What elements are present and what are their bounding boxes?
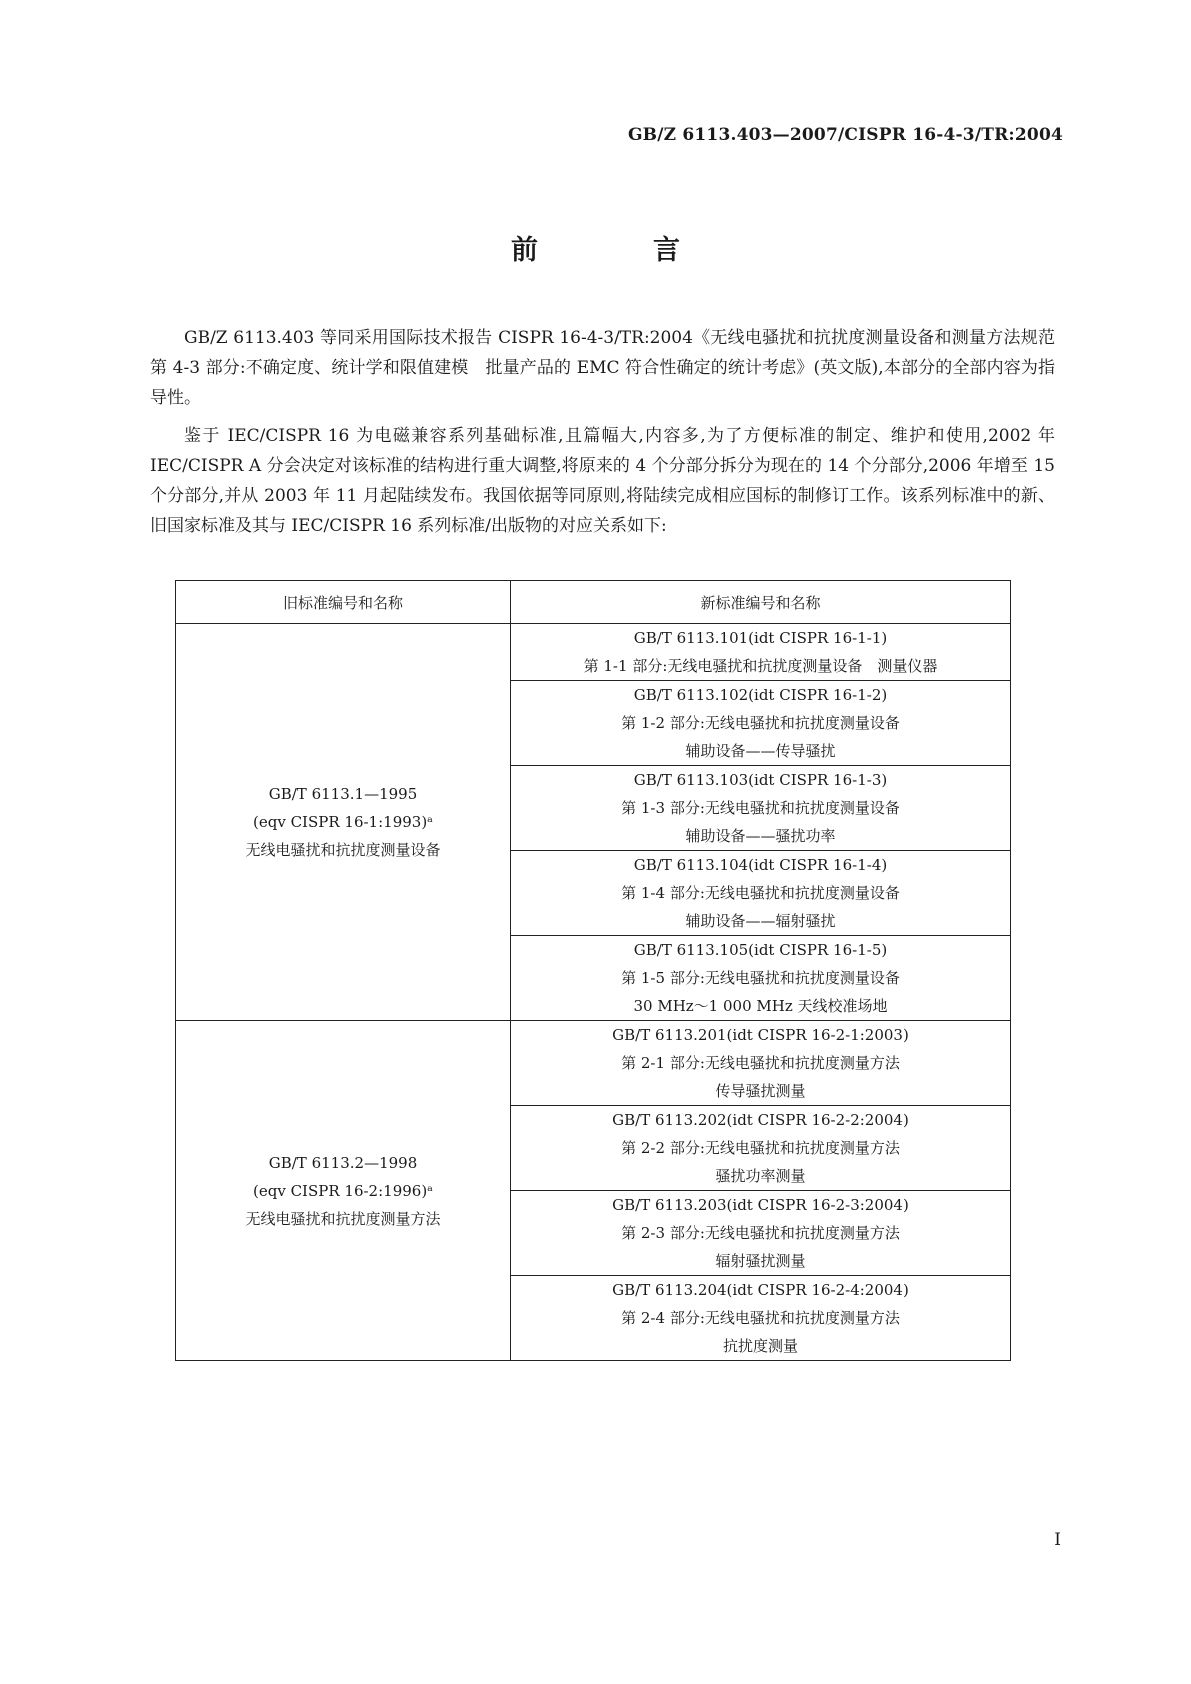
- table-header-row: [176, 581, 1011, 624]
- new-standard-number: GB/T 6113.104(idt CISPR 16-1-4): [633, 856, 888, 874]
- new-standard-cell: [511, 1191, 1011, 1276]
- new-standard-cell: [511, 1021, 1011, 1106]
- new-standard-cell: [511, 1106, 1011, 1191]
- new-standard-name: 第 1-1 部分:无线电骚扰和抗扰度测量设备 测量仪器: [583, 657, 938, 675]
- new-standard-number: GB/T 6113.101(idt CISPR 16-1-1): [633, 629, 888, 647]
- new-standard-subtitle: 辅助设备——辐射骚扰: [685, 912, 836, 930]
- new-standard-name: 第 1-4 部分:无线电骚扰和抗扰度测量设备: [621, 884, 900, 902]
- old-standard-equivalence: (eqv CISPR 16-1:1993)ᵃ: [253, 813, 433, 831]
- header-new-standard: 新标准编号和名称: [511, 581, 1011, 624]
- new-standard-number: GB/T 6113.103(idt CISPR 16-1-3): [633, 771, 888, 789]
- new-standard-subtitle: 30 MHz～1 000 MHz 天线校准场地: [633, 997, 888, 1015]
- new-standard-cell: [511, 766, 1011, 851]
- new-standard-number: GB/T 6113.201(idt CISPR 16-2-1:2003): [612, 1026, 909, 1044]
- new-standard-subtitle: 辅助设备——传导骚扰: [685, 742, 836, 760]
- new-standard-cell: [511, 624, 1011, 681]
- header-old-standard: 旧标准编号和名称: [176, 581, 511, 624]
- standards-correspondence-table: [175, 580, 1011, 1361]
- new-standard-name: 第 2-1 部分:无线电骚扰和抗扰度测量方法: [621, 1054, 900, 1072]
- new-standard-name: 第 1-5 部分:无线电骚扰和抗扰度测量设备: [621, 969, 900, 987]
- table-row: [176, 1021, 1011, 1106]
- new-standard-subtitle: 辅助设备——骚扰功率: [685, 827, 836, 845]
- old-standard-name: 无线电骚扰和抗扰度测量方法: [245, 1209, 441, 1228]
- table-row: [176, 624, 1011, 681]
- old-standard-equivalence: (eqv CISPR 16-2:1996)ᵃ: [253, 1181, 433, 1200]
- new-standard-number: GB/T 6113.105(idt CISPR 16-1-5): [633, 941, 888, 959]
- new-standard-name: 第 1-2 部分:无线电骚扰和抗扰度测量设备: [621, 714, 900, 732]
- old-standard-cell: [176, 1021, 511, 1361]
- old-standard-number: GB/T 6113.1—1995: [268, 785, 418, 803]
- preface-paragraph-2: 鉴于 IEC/CISPR 16 为电磁兼容系列基础标准,且篇幅大,内容多,为了方便标准的制定、维护和使用,2002 年 IEC/CISPR A 分会决定对该标准的结构进行重大调整,将原来的 4 个分部分拆分为现在的 14 个分部分,2006 年增至 15 个分部分,并从 2003 年 11 月起陆续发布。我国依据等同原则,将陆续完成相应国标的制修订工作。该系列标准中的新、旧国家标准及其与 IEC/CISPR 16 系列标准/出版物的对应关系如下:: [150, 426, 1055, 536]
- standard-code-header: GB/Z 6113.403—2007/CISPR 16-4-3/TR:2004: [627, 125, 1063, 145]
- new-standard-cell: [511, 681, 1011, 766]
- preface-paragraph-1: GB/Z 6113.403 等同采用国际技术报告 CISPR 16-4-3/TR:2004《无线电骚扰和抗扰度测量设备和测量方法规范 第 4-3 部分:不确定度、统计学和限值建模 批量产品的 EMC 符合性确定的统计考虑》(英文版),本部分的全部内容为指导性。: [150, 328, 1072, 408]
- page-number: I: [1054, 1530, 1061, 1550]
- new-standard-subtitle: 抗扰度测量: [722, 1337, 798, 1355]
- new-standard-name: 第 1-3 部分:无线电骚扰和抗扰度测量设备: [621, 799, 900, 817]
- new-standard-name: 第 2-2 部分:无线电骚扰和抗扰度测量方法: [621, 1139, 900, 1157]
- new-standard-subtitle: 传导骚扰测量: [715, 1082, 806, 1100]
- new-standard-name: 第 2-4 部分:无线电骚扰和抗扰度测量方法: [621, 1309, 900, 1327]
- new-standard-number: GB/T 6113.203(idt CISPR 16-2-3:2004): [612, 1196, 909, 1214]
- new-standard-subtitle: 骚扰功率测量: [715, 1167, 806, 1185]
- new-standard-cell: [511, 936, 1011, 1021]
- old-standard-name: 无线电骚扰和抗扰度测量设备: [245, 841, 441, 859]
- new-standard-cell: [511, 1276, 1011, 1361]
- new-standard-number: GB/T 6113.102(idt CISPR 16-1-2): [633, 686, 888, 704]
- new-standard-subtitle: 辐射骚扰测量: [715, 1252, 806, 1270]
- new-standard-number: GB/T 6113.202(idt CISPR 16-2-2:2004): [612, 1111, 909, 1129]
- old-standard-number: GB/T 6113.2—1998: [268, 1153, 418, 1172]
- page-title: 前 言: [511, 235, 724, 266]
- new-standard-cell: [511, 851, 1011, 936]
- old-standard-cell: [176, 624, 511, 1021]
- new-standard-number: GB/T 6113.204(idt CISPR 16-2-4:2004): [612, 1281, 909, 1299]
- new-standard-name: 第 2-3 部分:无线电骚扰和抗扰度测量方法: [621, 1224, 900, 1242]
